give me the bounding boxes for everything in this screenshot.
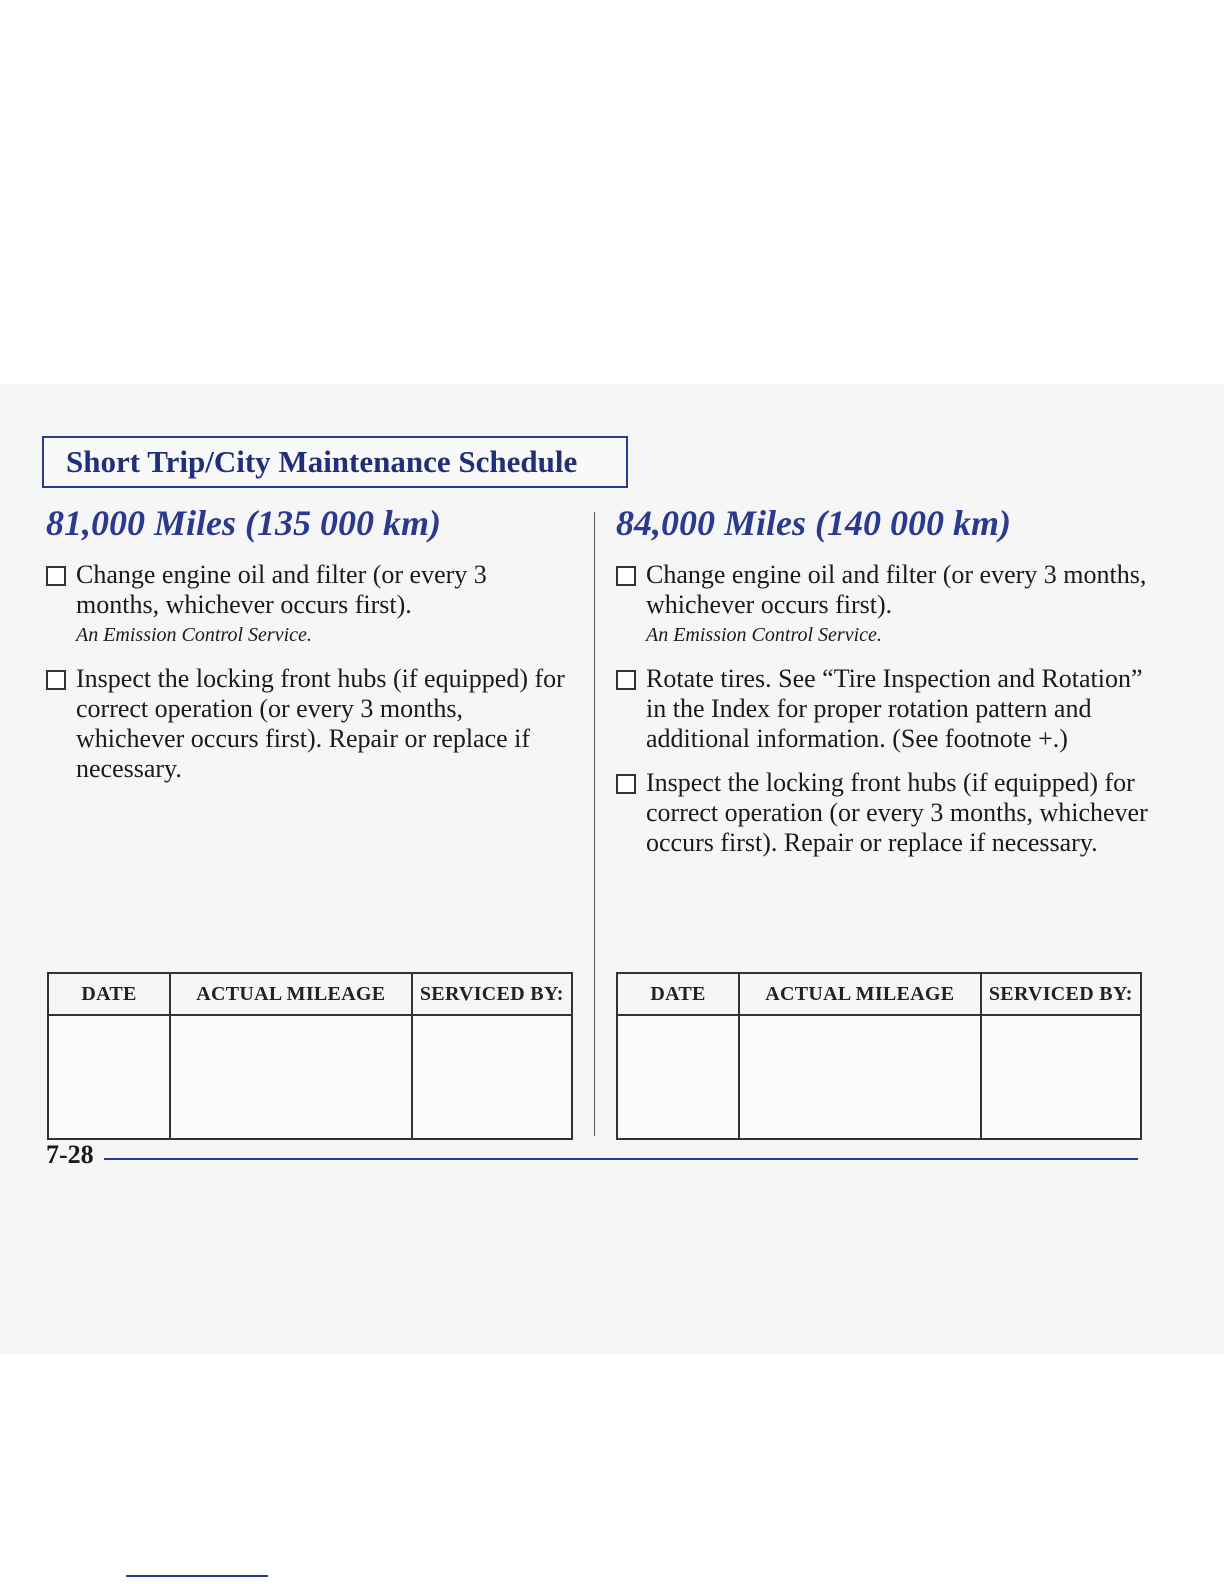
item-body [76, 664, 576, 784]
column-header-mileage: ACTUAL MILEAGE [170, 973, 412, 1015]
item-text: Inspect the locking front hubs (if equipped) for correct operation (or every 3 months, whichever occurs first). Repair or replace if necessary. [646, 768, 1148, 857]
service-log-table [47, 972, 573, 1140]
item-body [76, 560, 576, 650]
table-header-row [48, 973, 572, 1015]
checklist-item [616, 560, 1156, 650]
item-body [646, 664, 1156, 754]
checkbox-icon[interactable] [616, 670, 636, 690]
item-text: Change engine oil and filter (or every 3 months, whichever occurs first). [646, 560, 1147, 619]
checkbox-icon[interactable] [616, 774, 636, 794]
mileage-heading-84000: 84,000 Miles (140 000 km) [616, 503, 1011, 543]
footer-rule [104, 1158, 1138, 1160]
bottom-rule [126, 1575, 268, 1577]
date-cell[interactable] [617, 1015, 739, 1139]
mileage-heading-81000: 81,000 Miles (135 000 km) [46, 503, 441, 543]
item-note: An Emission Control Service. [76, 624, 312, 646]
column-divider [594, 512, 595, 1136]
serviced-by-cell[interactable] [412, 1015, 572, 1139]
column-header-mileage: ACTUAL MILEAGE [739, 973, 981, 1015]
table-header-row [617, 973, 1141, 1015]
section-title: Short Trip/City Maintenance Schedule [42, 436, 628, 488]
item-body [646, 768, 1156, 858]
table-row [617, 1015, 1141, 1139]
column-header-date: DATE [48, 973, 170, 1015]
item-text: Rotate tires. See “Tire Inspection and Rotation” in the Index for proper rotation pattern and additional information. (See footnote +.) [646, 664, 1143, 753]
checkbox-icon[interactable] [46, 670, 66, 690]
checklist-item [616, 768, 1156, 858]
checkbox-icon[interactable] [46, 566, 66, 586]
left-column [46, 500, 576, 798]
checklist-item [46, 560, 576, 650]
checkbox-icon[interactable] [616, 566, 636, 586]
item-note: An Emission Control Service. [646, 624, 882, 646]
mileage-cell[interactable] [739, 1015, 981, 1139]
date-cell[interactable] [48, 1015, 170, 1139]
item-body [646, 560, 1156, 650]
column-header-serviced-by: SERVICED BY: [981, 973, 1141, 1015]
right-column [616, 500, 1156, 872]
column-header-serviced-by: SERVICED BY: [412, 973, 572, 1015]
checklist-item [46, 664, 576, 784]
item-text: Change engine oil and filter (or every 3 months, whichever occurs first). [76, 560, 487, 619]
serviced-by-cell[interactable] [981, 1015, 1141, 1139]
service-log-table [616, 972, 1142, 1140]
item-text: Inspect the locking front hubs (if equipped) for correct operation (or every 3 months, whichever occurs first). Repair or replace if necessary. [76, 664, 565, 783]
table-row [48, 1015, 572, 1139]
page-number: 7-28 [46, 1140, 94, 1169]
mileage-cell[interactable] [170, 1015, 412, 1139]
column-header-date: DATE [617, 973, 739, 1015]
checklist-item [616, 664, 1156, 754]
